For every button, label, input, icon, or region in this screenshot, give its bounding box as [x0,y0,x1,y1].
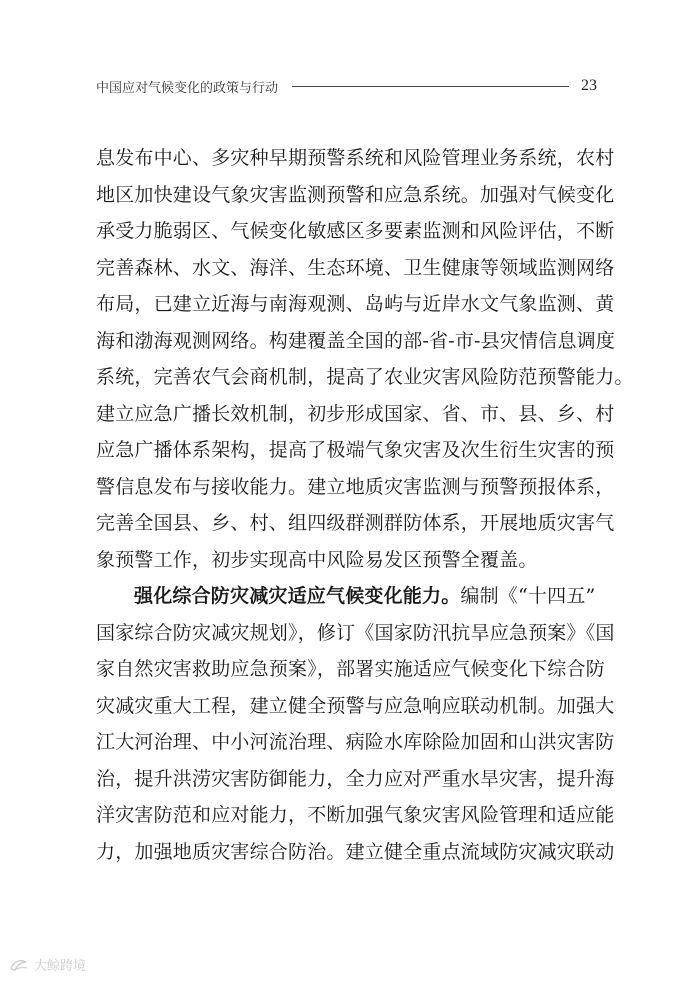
text-line: 江大河治理、中小河流治理、病险水库除险加固和山洪灾害防 [96,731,615,753]
text-line: 建立应急广播长效机制，初步形成国家、省、市、县、乡、村 [96,402,615,425]
watermark-text: 大鲸跨境 [34,959,87,974]
text-line: 承受力脆弱区、气候变化敏感区多要素监测和风险评估，不断 [96,220,615,242]
text-line: 家自然灾害救助应急预案》，部署实施适应气候变化下综合防 [96,658,605,680]
page-number: 23 [581,77,597,94]
header-rule [292,86,569,87]
text-line: 应急广播体系架构，提高了极端气象灾害及次生衍生灾害的预 [96,439,615,461]
logo-icon [8,956,30,974]
text-line: 完善森林、水文、海洋、生态环境、卫生健康等领域监测网络 [96,256,615,279]
paragraph-1 [96,140,634,578]
text-line: 灾减灾重大工程，建立健全预警与应急响应联动机制。加强大 [96,694,615,717]
running-header [96,74,597,98]
text-line: 息发布中心、多灾种早期预警系统和风险管理业务系统，农村 [96,147,615,169]
running-header-title: 中国应对气候变化的政策与行动 [96,80,279,96]
text-line: 完善全国县、乡、村、组四级群测群防体系，开展地质灾害气 [96,512,615,534]
text-line: 海和渤海观测网络。构建覆盖全国的部-省-市-县灾情信息调度 [96,329,616,352]
text-line: 国家综合防灾减灾规划》，修订《国家防汛抗旱应急预案》《国 [96,621,615,644]
paragraph-2 [96,578,615,870]
text-line: 治，提升洪涝灾害防御能力，全力应对严重水旱灾害，提升海 [96,767,615,790]
paragraph-first-line [96,578,606,615]
text-line: 地区加快建设气象灾害监测预警和应急系统。加强对气候变化 [96,183,615,206]
paragraph-lead-heading: 强化综合防灾减灾适应气候变化能力。 [134,585,461,607]
text-line: 洋灾害防范和应对能力，不断加强气象灾害风险管理和适应能 [96,804,615,826]
text-line: 力，加强地质灾害综合防治。建立健全重点流域防灾减灾联动 [96,840,615,863]
text-line: 象预警工作，初步实现高中风险易发区预警全覆盖。 [96,548,538,571]
text-line: 布局，已建立近海与南海观测、岛屿与近岸水文气象监测、黄 [96,293,615,315]
text-line: 警信息发布与接收能力。建立地质灾害监测与预警预报体系， [96,475,615,498]
text-line: 系统，完善农气会商机制，提高了农业灾害风险防范预警能力。 [96,366,634,388]
paragraph-lead-rest: 编制《“十四五” [460,585,596,607]
body-text [96,140,634,870]
watermark [8,955,86,974]
